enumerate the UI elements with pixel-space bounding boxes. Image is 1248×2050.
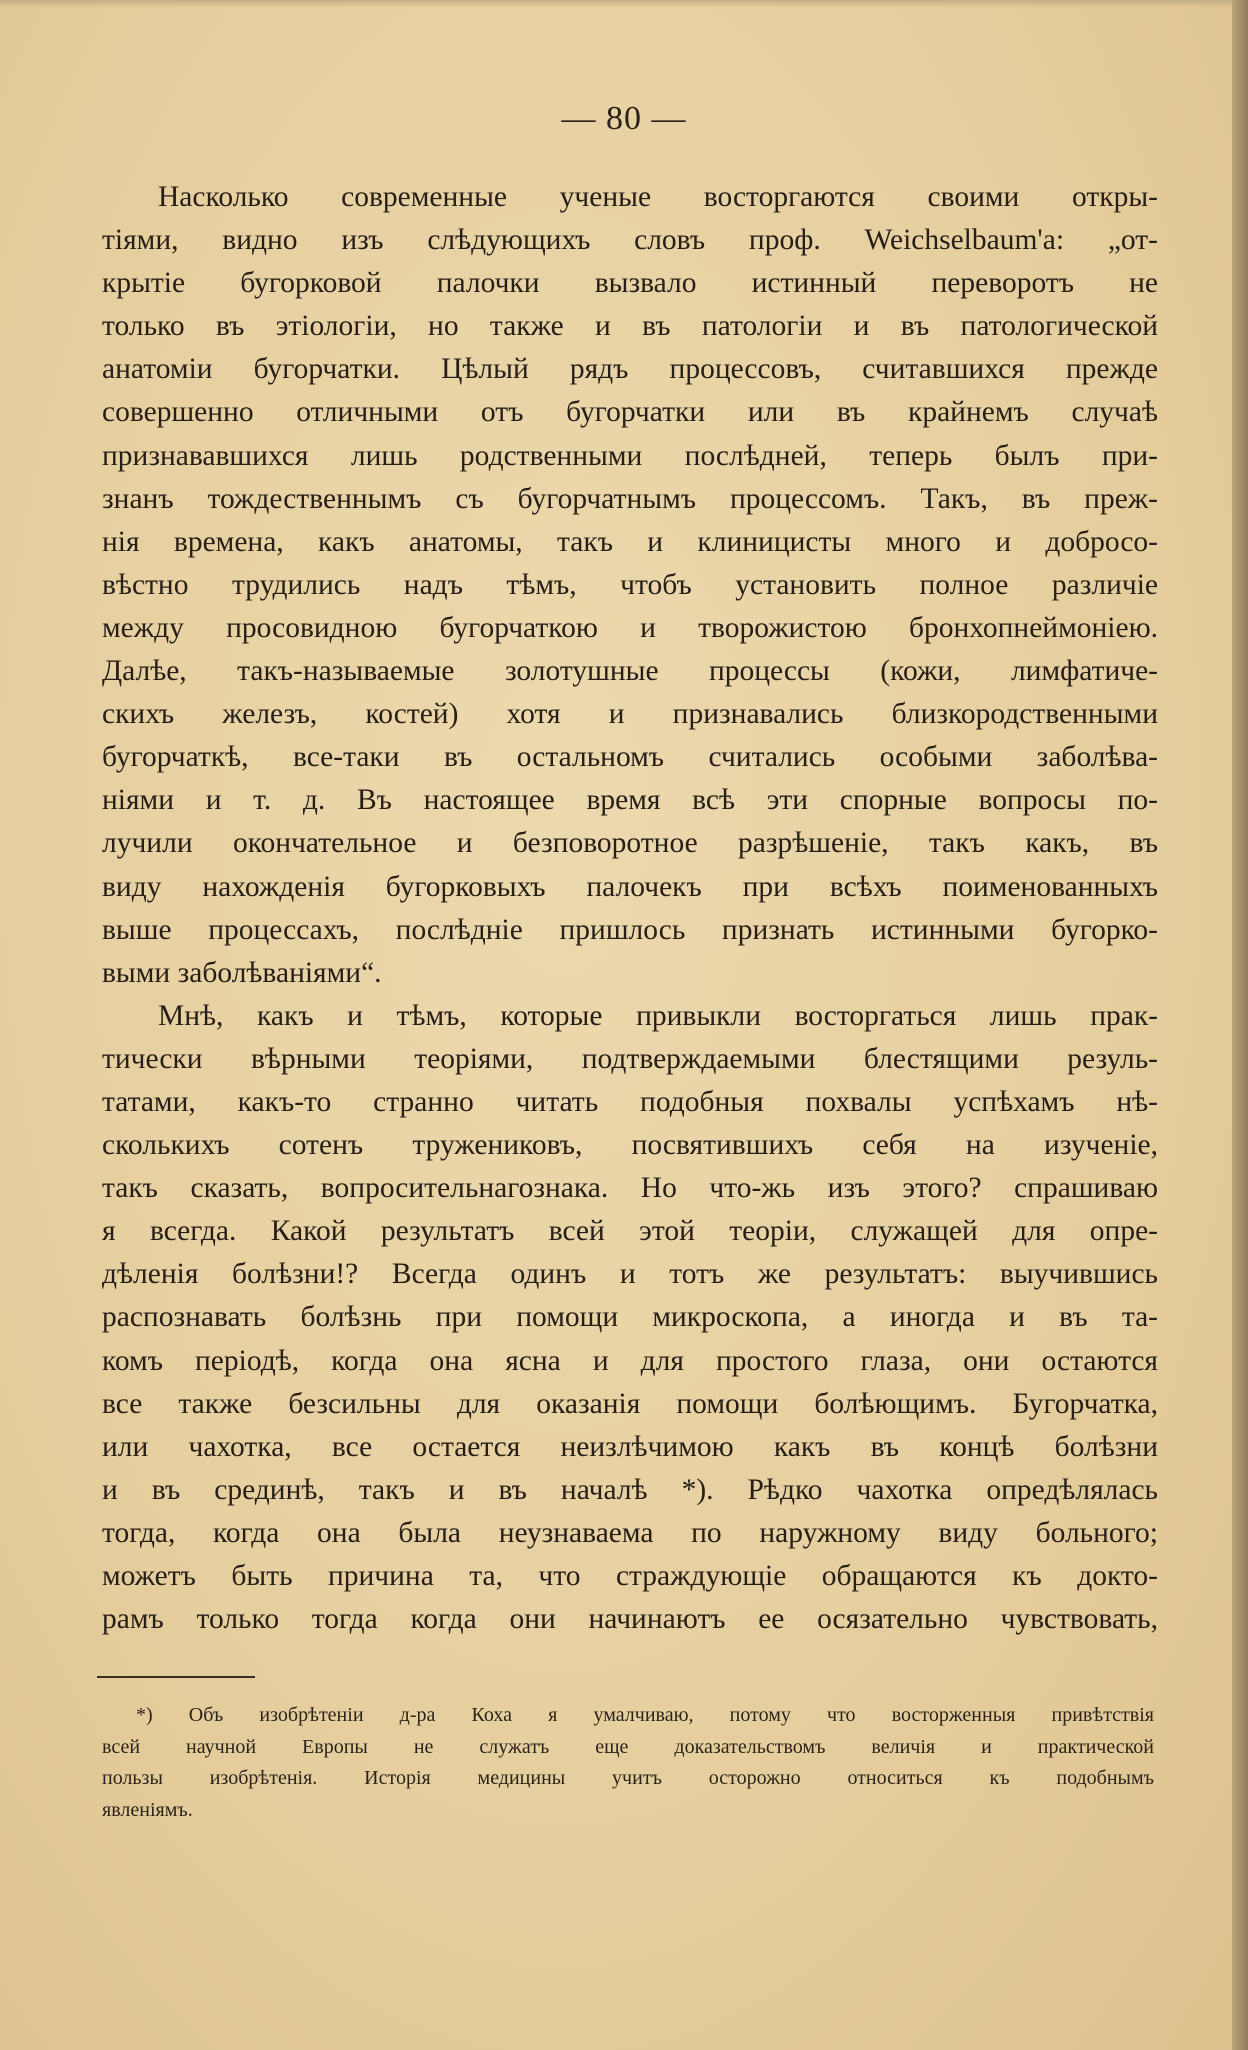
text-line: виду нахожденія бугорковыхъ палочекъ при всѣхъ поименованныхъ: [102, 870, 1158, 903]
text-line: тогда, когда она была неузнаваема по наружному виду больного;: [102, 1516, 1158, 1549]
footnote-line: *) Объ изобрѣтеніи д-ра Коха я умалчиваю, потому что восторженныя привѣтствія: [136, 1704, 1154, 1726]
text-line: только въ этіологіи, но также и въ патологіи и въ патологической: [102, 310, 1158, 343]
text-line: я всегда. Какой результатъ всей этой теоріи, служащей для опре-: [102, 1215, 1158, 1248]
text-line: Далѣе, такъ-называемые золотушные процессы (кожи, лимфатиче-: [102, 655, 1158, 688]
text-line: между просовидною бугорчаткою и творожистою бронхопнеймоніею.: [102, 611, 1158, 644]
text-line: все также безсильны для оказанія помощи болѣющимъ. Бугорчатка,: [102, 1387, 1158, 1420]
text-line: ніями и т. д. Въ настоящее время всѣ эти спорные вопросы по-: [102, 784, 1158, 817]
footnote-line: всей научной Европы не служатъ еще доказательствомъ величія и практической: [102, 1735, 1154, 1758]
main-text: [102, 176, 1158, 1641]
text-line: и въ срединѣ, такъ и въ началѣ *). Рѣдко чахотка опредѣлялась: [102, 1473, 1158, 1506]
footnote-line: явленіямъ.: [102, 1798, 193, 1821]
text-line: такъ сказать, вопросительнагознака. Но что-жь изъ этого? спрашиваю: [102, 1172, 1158, 1205]
text-line: крытіе бугорковой палочки вызвало истинный переворотъ не: [102, 267, 1158, 300]
text-line: тически вѣрными теоріями, подтверждаемыми блестящими резуль-: [102, 1042, 1158, 1075]
paragraph: [102, 995, 1158, 1641]
text-line: можетъ быть причина та, что страждующіе обращаются къ докто-: [102, 1560, 1158, 1592]
text-line: скихъ железъ, костей) хотя и признавались близкородственными: [102, 698, 1158, 731]
text-line: совершенно отличными отъ бугорчатки или въ крайнемъ случаѣ: [102, 396, 1158, 429]
text-line: комъ періодѣ, когда она ясна и для простого глаза, они остаются: [102, 1344, 1158, 1377]
text-line: выми заболѣваніями“.: [102, 956, 382, 989]
text-line: Насколько современные ученые восторгаются своими откры-: [158, 181, 1158, 213]
footnote-line: пользы изобрѣтенія. Исторія медицины учитъ осторожно относиться къ подобнымъ: [102, 1767, 1154, 1789]
text-line: рамъ только тогда когда они начинаютъ ее осязательно чувствовать,: [102, 1603, 1158, 1636]
text-line: выше процессахъ, послѣдніе пришлось признать истинными бугорко-: [102, 913, 1158, 946]
page-right-edge: [1232, 0, 1248, 2050]
text-line: распознавать болѣзнь при помощи микроскопа, а иногда и въ та-: [102, 1301, 1158, 1334]
text-line: анатоміи бугорчатки. Цѣлый рядъ процессовъ, считавшихся прежде: [102, 353, 1158, 386]
text-line: лучили окончательное и безповоротное разрѣшеніе, такъ какъ, въ: [102, 827, 1158, 860]
text-line: знанъ тождественнымъ съ бугорчатнымъ процессомъ. Такъ, въ преж-: [102, 482, 1158, 515]
text-line: сколькихъ сотенъ тружениковъ, посвятившихъ себя на изученіе,: [102, 1129, 1158, 1162]
paragraph: [102, 176, 1158, 995]
text-line: татами, какъ-то странно читать подобныя похвалы успѣхамъ нѣ-: [102, 1085, 1158, 1118]
text-line: дѣленія болѣзни!? Всегда одинъ и тотъ же результатъ: выучившись: [102, 1258, 1158, 1291]
text-line: нія времена, какъ анатомы, такъ и клиницисты много и добросо-: [102, 525, 1158, 558]
text-line: тіями, видно изъ слѣдующихъ словъ проф. Weichselbaum'а: „от-: [102, 224, 1158, 257]
footnote: [102, 1700, 1154, 1826]
text-line: или чахотка, все остается неизлѣчимою какъ въ концѣ болѣзни: [102, 1430, 1158, 1463]
text-line: Мнѣ, какъ и тѣмъ, которые привыкли восторгаться лишь прак-: [158, 999, 1158, 1032]
footnote-divider: [97, 1676, 255, 1678]
text-line: вѣстно трудились надъ тѣмъ, чтобъ установить полное различіе: [102, 568, 1158, 601]
page-number: — 80 —: [561, 100, 687, 137]
text-line: признававшихся лишь родственными послѣдней, теперь былъ при-: [102, 439, 1158, 472]
page-top-edge: [0, 0, 1248, 8]
text-line: бугорчаткѣ, все-таки въ остальномъ считались особыми заболѣва-: [102, 741, 1158, 774]
